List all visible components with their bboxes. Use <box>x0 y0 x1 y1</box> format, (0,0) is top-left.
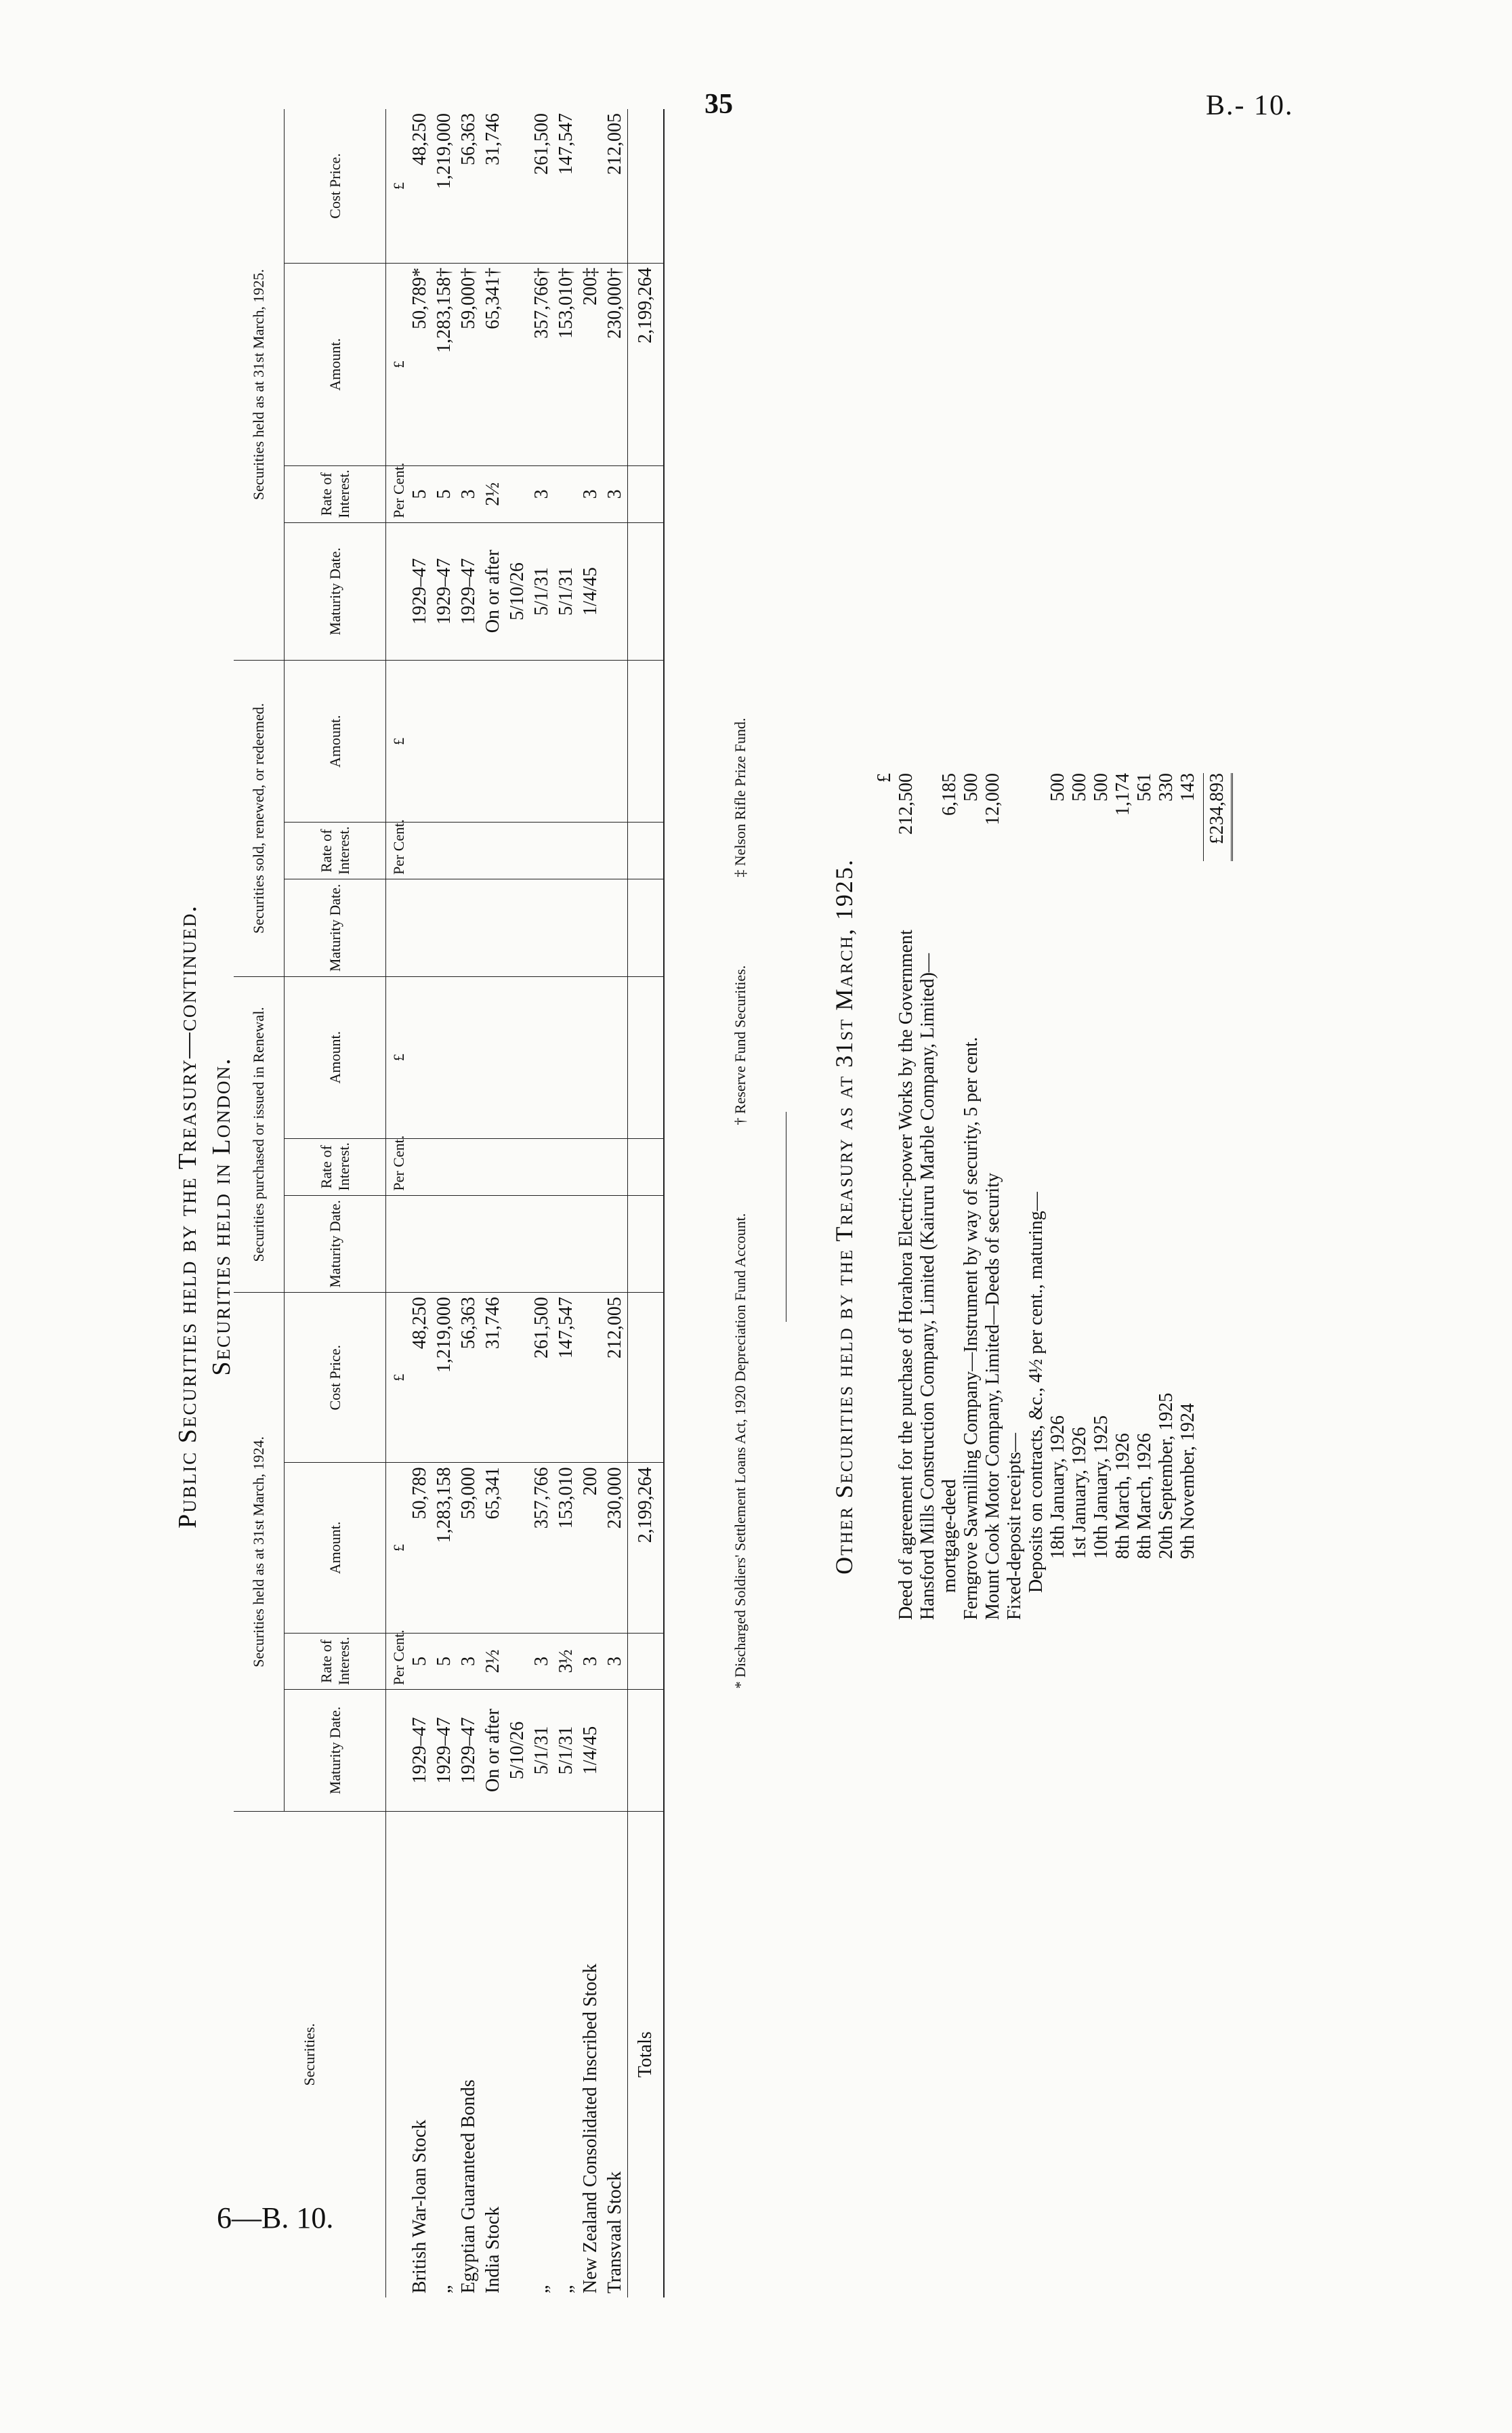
unit-pound: £ <box>386 1293 408 1463</box>
cell-r25: 3 <box>530 465 554 522</box>
cell-a25: 357,766† <box>530 263 554 465</box>
cell-a24: 50,789 <box>408 1463 432 1633</box>
header-purchased: Securities purchased or issued in Renewal. <box>234 976 285 1293</box>
other-item <box>917 773 939 1620</box>
cell-r24: 2½ <box>481 1633 505 1690</box>
security-name: Egyptian Guaranteed Bonds <box>458 2079 479 2293</box>
other-item-text: 8th March, 1926 <box>1134 1433 1155 1559</box>
cell-a24: 153,010 <box>554 1463 579 1633</box>
cell-a25: 50,789* <box>408 263 432 465</box>
subheader-maturity-1925: Maturity Date. <box>285 522 386 660</box>
cell-r25: 3 <box>579 465 603 522</box>
cell-rp <box>530 1138 554 1195</box>
cell-as <box>505 661 530 823</box>
cell-a24: 1,283,158 <box>432 1463 457 1633</box>
other-item-value: 143 <box>1177 773 1198 802</box>
cell-r24: 3 <box>579 1633 603 1690</box>
document-code: B.- 10. <box>1206 90 1294 121</box>
other-item-text: 8th March, 1926 <box>1112 1433 1133 1559</box>
cell-as <box>579 661 603 823</box>
other-item <box>982 773 1004 1620</box>
subheader-cost-1924: Cost Price. <box>285 1293 386 1463</box>
table-row <box>530 109 554 2297</box>
cell-c24: 56,363 <box>457 1293 481 1463</box>
unit-pound: £ <box>386 263 408 465</box>
footnote-nelson: ‡ Nelson Rifle Prize Fund. <box>732 718 749 877</box>
cell-mp <box>505 1195 530 1293</box>
cell-a24: 200 <box>579 1463 603 1633</box>
cell-m24 <box>603 1690 628 1811</box>
security-name: New Zealand Consolidated Inscribed Stock <box>580 1963 601 2293</box>
other-item-value: 561 <box>1134 773 1155 802</box>
table-row <box>481 109 505 2297</box>
subheader-amount-1925: Amount. <box>285 263 386 465</box>
cell-ms <box>554 879 579 977</box>
cell-rp <box>579 1138 603 1195</box>
cell-ms <box>505 879 530 977</box>
header-held-1924: Securities held as at 31st March, 1924. <box>234 1293 285 1812</box>
cell-c25 <box>579 109 603 263</box>
cell-c25: 147,547 <box>554 109 579 263</box>
totals-row <box>628 109 665 2297</box>
cell-m24: 1929–47 <box>408 1690 432 1811</box>
cell-c25: 1,219,000 <box>432 109 457 263</box>
other-item <box>896 773 917 1620</box>
other-item-value: 500 <box>1091 773 1112 802</box>
cell-r25: 3 <box>457 465 481 522</box>
subheader-maturity-purchased: Maturity Date. <box>285 1195 386 1293</box>
cell-r25: 2½ <box>481 465 505 522</box>
subheader-rate-1924: Rate of Interest. <box>285 1633 386 1690</box>
cell-m25: On or after <box>481 522 505 660</box>
cell-rs <box>530 823 554 879</box>
subheader-amount-sold: Amount. <box>285 661 386 823</box>
cell-a24: 59,000 <box>457 1463 481 1633</box>
table-row <box>457 109 481 2297</box>
other-item <box>1026 773 1047 1620</box>
cell-r25: 5 <box>408 465 432 522</box>
cell-rp <box>408 1138 432 1195</box>
unit-per-cent: Per Cent. <box>386 823 408 879</box>
cell-ap <box>603 976 628 1138</box>
subheader-maturity-1924: Maturity Date. <box>285 1690 386 1811</box>
cell-m25: 1929–47 <box>432 522 457 660</box>
cell-m25 <box>603 522 628 660</box>
security-name: „ <box>555 2285 576 2293</box>
cell-mp <box>432 1195 457 1293</box>
other-unit: £ <box>874 773 895 783</box>
cell-a25: 1,283,158† <box>432 263 457 465</box>
cell-r24: 3 <box>530 1633 554 1690</box>
cell-m24: 5/1/31 <box>530 1690 554 1811</box>
cell-c25: 261,500 <box>530 109 554 263</box>
cell-c24: 261,500 <box>530 1293 554 1463</box>
other-total: £234,893 <box>1203 773 1233 861</box>
unit-pound: £ <box>386 1463 408 1633</box>
header-sold: Securities sold, renewed, or redeemed. <box>234 661 285 977</box>
subheader-rate-1925: Rate of Interest. <box>285 465 386 522</box>
cell-as <box>603 661 628 823</box>
cell-rs <box>457 823 481 879</box>
cell-m24: 5/10/26 <box>505 1690 530 1811</box>
cell-m25: 5/10/26 <box>505 522 530 660</box>
cell-mp <box>408 1195 432 1293</box>
cell-m25: 1929–47 <box>408 522 432 660</box>
cell-rp <box>481 1138 505 1195</box>
other-item-value: 1,174 <box>1112 773 1133 816</box>
totals-amount-1925: 2,199,264 <box>628 263 665 465</box>
cell-ms <box>432 879 457 977</box>
other-item-value: 12,000 <box>982 773 1003 825</box>
cell-c24: 147,547 <box>554 1293 579 1463</box>
cell-rs <box>505 823 530 879</box>
cell-a24: 65,341 <box>481 1463 505 1633</box>
cell-as <box>554 661 579 823</box>
other-item-value: 330 <box>1156 773 1177 802</box>
cell-c24: 212,005 <box>603 1293 628 1463</box>
cell-ap <box>408 976 432 1138</box>
unit-per-cent: Per Cent. <box>386 1633 408 1690</box>
cell-rs <box>481 823 505 879</box>
cell-rs <box>554 823 579 879</box>
footnote-depreciation: * Discharged Soldiers' Settlement Loans Act, 1920 Depreciation Fund Account. <box>732 1213 749 1689</box>
cell-mp <box>481 1195 505 1293</box>
unit-pound: £ <box>386 661 408 823</box>
unit-per-cent: Per Cent. <box>386 1138 408 1195</box>
page-subtitle: Securities held in London. <box>207 1057 236 1376</box>
cell-rs <box>432 823 457 879</box>
header-securities: Securities. <box>234 1811 386 2297</box>
cell-m25: 1/4/45 <box>579 522 603 660</box>
cell-as <box>481 661 505 823</box>
subheader-amount-purchased: Amount. <box>285 976 386 1138</box>
security-name: „ <box>531 2285 552 2293</box>
cell-c24: 31,746 <box>481 1293 505 1463</box>
cell-as <box>530 661 554 823</box>
other-item-value: 500 <box>1069 773 1090 802</box>
other-item-text: mortgage-deed <box>939 1479 960 1593</box>
unit-per-cent: Per Cent. <box>386 465 408 522</box>
cell-c25 <box>505 109 530 263</box>
cell-r24: 5 <box>408 1633 432 1690</box>
securities-table <box>234 109 665 2297</box>
other-item-text: Ferngrove Sawmilling Company—Instrument by way of security, 5 per cent. <box>961 1037 982 1620</box>
cell-mp <box>603 1195 628 1293</box>
page-number: 35 <box>705 89 733 120</box>
table-row <box>408 109 432 2297</box>
other-item <box>1134 773 1156 1620</box>
other-item <box>939 773 961 1620</box>
cell-r24: 3 <box>603 1633 628 1690</box>
cell-m24: On or after <box>481 1690 505 1811</box>
other-item-value: 6,185 <box>939 773 960 816</box>
subheader-amount-1924: Amount. <box>285 1463 386 1633</box>
cell-c25: 31,746 <box>481 109 505 263</box>
table-row <box>505 109 530 2297</box>
cell-c25: 48,250 <box>408 109 432 263</box>
other-item-value: 212,500 <box>896 773 917 835</box>
subheader-rate-sold: Rate of Interest. <box>285 823 386 879</box>
other-item <box>1004 773 1026 1620</box>
cell-rs <box>603 823 628 879</box>
cell-rp <box>554 1138 579 1195</box>
totals-amount-1924: 2,199,264 <box>628 1463 665 1633</box>
subheader-rate-purchased: Rate of Interest. <box>285 1138 386 1195</box>
cell-c24: 48,250 <box>408 1293 432 1463</box>
other-item-text: 1st January, 1926 <box>1069 1427 1090 1559</box>
other-item-text: 9th November, 1924 <box>1177 1403 1198 1559</box>
cell-a24: 357,766 <box>530 1463 554 1633</box>
other-item <box>1112 773 1134 1620</box>
cell-ap <box>457 976 481 1138</box>
other-item-text: Deed of agreement for the purchase of Horahora Electric-power Works by the Government <box>896 930 917 1620</box>
totals-label: Totals <box>628 1811 665 2297</box>
cell-mp <box>457 1195 481 1293</box>
cell-ap <box>481 976 505 1138</box>
cell-mp <box>579 1195 603 1293</box>
cell-r25 <box>554 465 579 522</box>
unit-pound: £ <box>386 109 408 263</box>
cell-r25: 5 <box>432 465 457 522</box>
other-item-text: 10th January, 1925 <box>1091 1415 1112 1559</box>
other-item <box>1156 773 1177 1620</box>
unit-pound: £ <box>386 976 408 1138</box>
security-name <box>505 1812 508 2297</box>
cell-m24: 1929–47 <box>432 1690 457 1811</box>
other-item <box>961 773 982 1620</box>
security-name: British War-loan Stock <box>409 2119 430 2293</box>
cell-m25: 1929–47 <box>457 522 481 660</box>
cell-as <box>408 661 432 823</box>
cell-ap <box>432 976 457 1138</box>
cell-ap <box>505 976 530 1138</box>
cell-r25: 3 <box>603 465 628 522</box>
subheader-maturity-sold: Maturity Date. <box>285 879 386 977</box>
subheader-cost-1925: Cost Price. <box>285 109 386 263</box>
cell-ms <box>530 879 554 977</box>
cell-rs <box>579 823 603 879</box>
cell-c24 <box>505 1293 530 1463</box>
other-securities-title: Other Securities held by the Treasury as at 31st March, 1925. <box>831 858 858 1575</box>
cell-as <box>432 661 457 823</box>
other-item-text: 20th September, 1925 <box>1156 1392 1177 1559</box>
cell-rs <box>408 823 432 879</box>
cell-ms <box>579 879 603 977</box>
cell-m24: 1929–47 <box>457 1690 481 1811</box>
page-title: Public Securities held by the Treasury—continued. <box>173 904 202 1529</box>
securities-rows <box>408 109 628 2297</box>
cell-a25: 65,341† <box>481 263 505 465</box>
footnote-reserve: † Reserve Fund Securities. <box>732 965 749 1125</box>
other-item <box>1047 773 1069 1620</box>
other-item <box>1177 773 1199 1620</box>
table-row <box>603 109 628 2297</box>
header-held-1925: Securities held as at 31st March, 1925. <box>234 109 285 661</box>
page-corner-code: 6—B. 10. <box>217 2201 334 2234</box>
security-name: India Stock <box>482 2206 503 2293</box>
cell-r24 <box>505 1633 530 1690</box>
cell-ms <box>457 879 481 977</box>
security-name: Transvaal Stock <box>604 2171 625 2293</box>
cell-a24 <box>505 1463 530 1633</box>
cell-ms <box>603 879 628 977</box>
cell-ms <box>408 879 432 977</box>
units-row <box>386 109 408 2297</box>
table-row <box>579 109 603 2297</box>
cell-ap <box>530 976 554 1138</box>
other-item-text: Fixed-deposit receipts— <box>1004 1432 1025 1620</box>
table-row <box>554 109 579 2297</box>
other-item-text: Mount Cook Motor Company, Limited—Deeds of security <box>982 1173 1003 1620</box>
cell-m24: 1/4/45 <box>579 1690 603 1811</box>
cell-mp <box>530 1195 554 1293</box>
cell-m24: 5/1/31 <box>554 1690 579 1811</box>
cell-m25: 5/1/31 <box>530 522 554 660</box>
cell-a25 <box>505 263 530 465</box>
other-item-text: Hansford Mills Construction Company, Limited (Kairuru Marble Company, Limited)— <box>917 953 938 1620</box>
other-item-value: 500 <box>1047 773 1068 802</box>
other-item-text: Deposits on contracts, &c., 4½ per cent., maturing— <box>1026 1192 1047 1593</box>
cell-ms <box>481 879 505 977</box>
cell-rp <box>603 1138 628 1195</box>
cell-c24 <box>579 1293 603 1463</box>
other-item-value: 500 <box>961 773 982 802</box>
cell-c24: 1,219,000 <box>432 1293 457 1463</box>
other-securities-list <box>874 773 1233 1620</box>
footnotes <box>732 109 749 2297</box>
cell-mp <box>554 1195 579 1293</box>
table-row <box>432 109 457 2297</box>
cell-rp <box>505 1138 530 1195</box>
cell-a25: 59,000† <box>457 263 481 465</box>
cell-a24: 230,000 <box>603 1463 628 1633</box>
cell-rp <box>457 1138 481 1195</box>
cell-ap <box>579 976 603 1138</box>
cell-a25: 200‡ <box>579 263 603 465</box>
cell-c25: 212,005 <box>603 109 628 263</box>
cell-rp <box>432 1138 457 1195</box>
other-item-text: 18th January, 1926 <box>1047 1415 1068 1559</box>
cell-as <box>457 661 481 823</box>
cell-r24: 3 <box>457 1633 481 1690</box>
other-item <box>1069 773 1091 1620</box>
other-item <box>1091 773 1112 1620</box>
cell-r24: 5 <box>432 1633 457 1690</box>
cell-a25: 230,000† <box>603 263 628 465</box>
cell-r24: 3½ <box>554 1633 579 1690</box>
cell-c25: 56,363 <box>457 109 481 263</box>
cell-m25: 5/1/31 <box>554 522 579 660</box>
cell-r25 <box>505 465 530 522</box>
cell-ap <box>554 976 579 1138</box>
security-name: „ <box>434 2285 455 2293</box>
cell-a25: 153,010† <box>554 263 579 465</box>
